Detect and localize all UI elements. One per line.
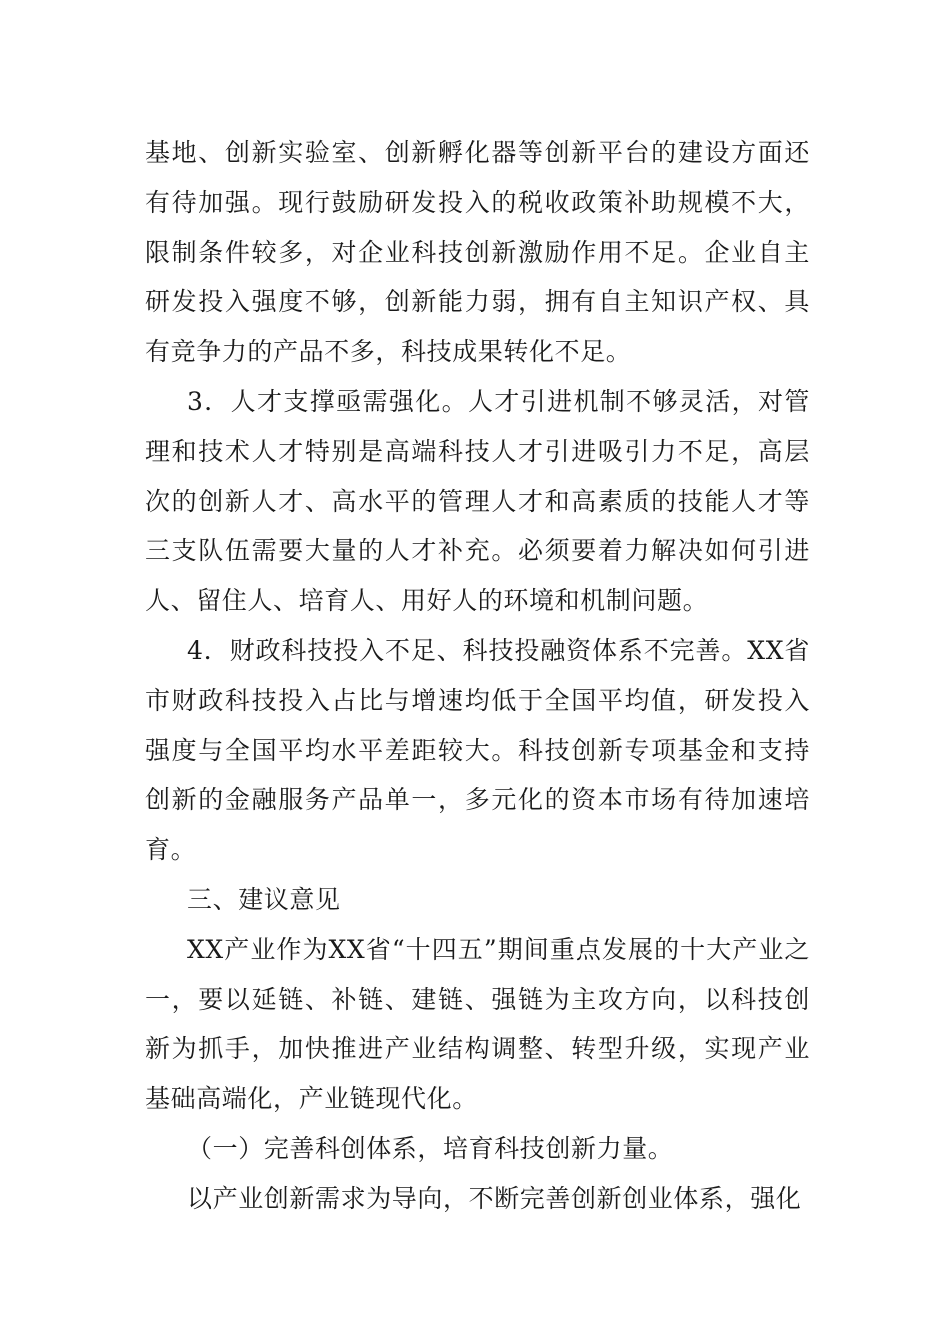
paragraph-industry-direction: XX产业作为XX省“十四五”期间重点发展的十大产业之一，要以延链、补链、建链、强链为主攻方向，以科技创新为抓手，加快推进产业结构调整、转型升级，实现产业基础高端化，产业链现代化。 — [145, 934, 810, 1114]
section-heading-suggestions: 三、建议意见 — [187, 884, 341, 914]
document-body — [145, 128, 810, 1224]
paragraph-continuation: 基地、创新实验室、创新孵化器等创新平台的建设方面还有待加强。现行鼓励研发投入的税收政策补助规模不大，限制条件较多，对企业科技创新激励作用不足。企业自主研发投入强度不够，创新能力弱，拥有自主知识产权、具有竞争力的产品不多，科技成果转化不足。 — [145, 138, 810, 367]
paragraph-finance-investment: 4．财政科技投入不足、科技投融资体系不完善。XX省市财政科技投入占比与增速均低于全国平均值，研发投入强度与全国平均水平差距较大。科技创新专项基金和支持创新的金融服务产品单一，多元化的资本市场有待加速培育。 — [145, 635, 810, 865]
paragraph-talent-support: 3．人才支撑亟需强化。人才引进机制不够灵活，对管理和技术人才特别是高端科技人才引进吸引力不足，高层次的创新人才、高水平的管理人才和高素质的技能人才等三支队伍需要大量的人才补充。必须要着力解决如何引进人、留住人、培育人、用好人的环境和机制问题。 — [145, 386, 810, 616]
subsection-heading-innovation-system: （一）完善科创体系，培育科技创新力量。 — [187, 1133, 674, 1163]
paragraph-innovation-demand: 以产业创新需求为导向，不断完善创新创业体系，强化 — [187, 1183, 802, 1213]
